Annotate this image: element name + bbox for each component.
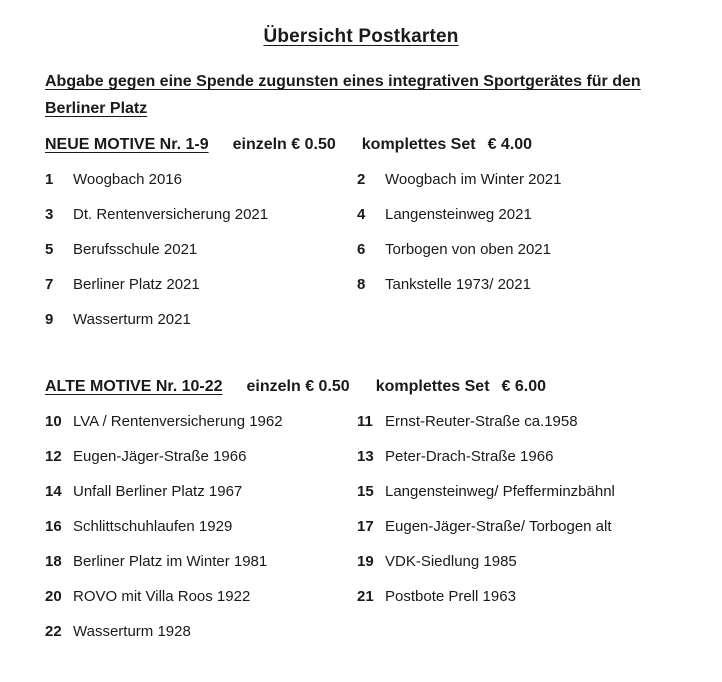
item-label: LVA / Rentenversicherung 1962 bbox=[73, 413, 283, 430]
set-price-label: komplettes Set bbox=[361, 136, 476, 153]
item-label: Langensteinweg/ Pfefferminzbähnl bbox=[385, 483, 615, 500]
postcard-item bbox=[357, 552, 677, 572]
item-label: VDK-Siedlung 1985 bbox=[385, 553, 517, 570]
item-number: 14 bbox=[45, 483, 62, 500]
page-title bbox=[45, 26, 677, 48]
document-subtitle bbox=[45, 68, 677, 122]
postcard-item bbox=[45, 275, 357, 295]
set-price-label: komplettes Set bbox=[375, 378, 490, 395]
item-label: Unfall Berliner Platz 1967 bbox=[73, 483, 243, 500]
single-price-label: einzeln € 0.50 bbox=[246, 378, 350, 395]
item-label: Wasserturm 1928 bbox=[73, 623, 191, 640]
item-number: 8 bbox=[357, 276, 366, 293]
item-number: 6 bbox=[357, 241, 366, 258]
postcard-item bbox=[357, 412, 677, 432]
item-label: Langensteinweg 2021 bbox=[385, 206, 532, 223]
item-label: Peter-Drach-Straße 1966 bbox=[385, 448, 554, 465]
postcard-item bbox=[45, 205, 357, 225]
item-number: 3 bbox=[45, 206, 54, 223]
item-label: Berliner Platz 2021 bbox=[73, 276, 200, 293]
postcard-list-neue bbox=[45, 170, 677, 330]
item-number: 10 bbox=[45, 413, 62, 430]
item-number: 22 bbox=[45, 623, 62, 640]
single-price-label: einzeln € 0.50 bbox=[232, 136, 336, 153]
postcard-item bbox=[357, 170, 677, 190]
section-name: ALTE MOTIVE Nr. 10-22 bbox=[45, 378, 223, 395]
item-number: 12 bbox=[45, 448, 62, 465]
item-number: 21 bbox=[357, 588, 374, 605]
postcard-item bbox=[45, 412, 357, 432]
item-number: 9 bbox=[45, 311, 54, 328]
item-number: 17 bbox=[357, 518, 374, 535]
postcard-item bbox=[45, 587, 357, 607]
set-price-value: € 4.00 bbox=[487, 136, 533, 153]
item-number: 7 bbox=[45, 276, 54, 293]
section-header-alte bbox=[45, 378, 677, 396]
postcard-item bbox=[45, 240, 357, 260]
postcard-item bbox=[45, 517, 357, 537]
postcard-item bbox=[45, 447, 357, 467]
item-label: Torbogen von oben 2021 bbox=[385, 241, 551, 258]
subtitle-line-1: Abgabe gegen eine Spende zugunsten eines integrativen Sportgerätes für den bbox=[45, 73, 641, 90]
postcard-item bbox=[357, 447, 677, 467]
item-label: Berliner Platz im Winter 1981 bbox=[73, 553, 268, 570]
item-number: 4 bbox=[357, 206, 366, 223]
item-number: 15 bbox=[357, 483, 374, 500]
postcard-item bbox=[357, 205, 677, 225]
subtitle-line-2: Berliner Platz bbox=[45, 100, 148, 117]
postcard-item bbox=[357, 517, 677, 537]
item-number: 2 bbox=[357, 171, 366, 188]
item-number: 11 bbox=[357, 413, 373, 430]
item-label: Postbote Prell 1963 bbox=[385, 588, 516, 605]
item-number: 16 bbox=[45, 518, 62, 535]
postcard-item bbox=[45, 482, 357, 502]
item-number: 20 bbox=[45, 588, 62, 605]
postcard-item bbox=[357, 482, 677, 502]
item-label: ROVO mit Villa Roos 1922 bbox=[73, 588, 251, 605]
item-number: 19 bbox=[357, 553, 374, 570]
item-label: Eugen-Jäger-Straße 1966 bbox=[73, 448, 247, 465]
set-price-value: € 6.00 bbox=[501, 378, 546, 395]
postcard-item bbox=[45, 170, 357, 190]
section-name: NEUE MOTIVE Nr. 1-9 bbox=[45, 136, 209, 153]
item-label: Tankstelle 1973/ 2021 bbox=[385, 276, 531, 293]
item-number: 18 bbox=[45, 553, 62, 570]
postcard-item bbox=[357, 275, 677, 295]
page-title-text: Übersicht Postkarten bbox=[263, 26, 459, 47]
postcard-item bbox=[45, 622, 357, 642]
item-number: 5 bbox=[45, 241, 54, 258]
section-header-neue bbox=[45, 136, 677, 154]
item-label: Ernst-Reuter-Straße ca.1958 bbox=[385, 413, 578, 430]
postcard-list-alte bbox=[45, 412, 677, 642]
item-label: Eugen-Jäger-Straße/ Torbogen alt bbox=[385, 518, 612, 535]
item-number: 1 bbox=[45, 171, 54, 188]
postcard-item bbox=[357, 587, 677, 607]
item-label: Dt. Rentenversicherung 2021 bbox=[73, 206, 269, 223]
section-neue-motive bbox=[45, 136, 677, 330]
postcard-item bbox=[45, 552, 357, 572]
item-label: Woogbach im Winter 2021 bbox=[385, 171, 562, 188]
section-alte-motive bbox=[45, 378, 677, 642]
item-label: Schlittschuhlaufen 1929 bbox=[73, 518, 233, 535]
item-label: Woogbach 2016 bbox=[73, 171, 182, 188]
item-number: 13 bbox=[357, 448, 374, 465]
postcard-item bbox=[357, 240, 677, 260]
item-label: Berufsschule 2021 bbox=[73, 241, 198, 258]
item-label: Wasserturm 2021 bbox=[73, 311, 191, 328]
postcard-item bbox=[45, 310, 357, 330]
